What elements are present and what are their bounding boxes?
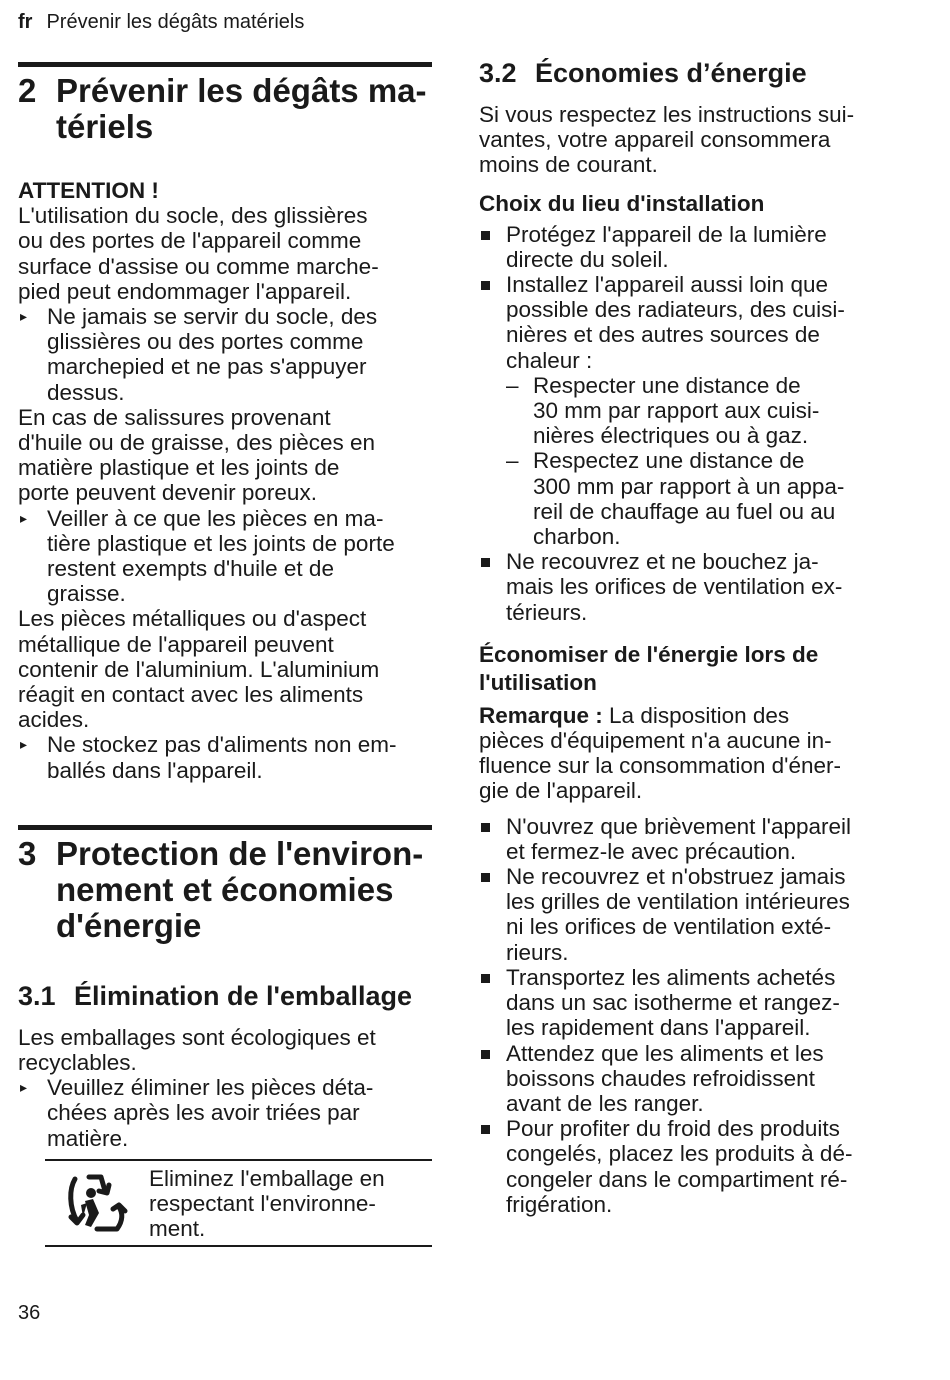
- arrow-bullet-icon: ▸: [20, 509, 28, 526]
- bullet-item: N'ouvrez que brièvement l'appareil et fermez-le avec précaution.: [479, 814, 899, 864]
- instruction-item: ▸ Ne jamais se servir du socle, des glissières ou des portes comme marchepied et ne pas s'appuyer dessus.: [20, 304, 378, 405]
- paragraph: Si vous respectez les instructions sui- vantes, votre appareil consommera moins de courant.: [479, 102, 855, 178]
- arrow-bullet-icon: ▸: [20, 736, 28, 753]
- section-3-number: 3: [18, 834, 37, 872]
- square-bullet-icon: [479, 864, 506, 965]
- instruction-item: ▸ Ne stockez pas d'aliments non em- ballés dans l'appareil.: [20, 732, 397, 783]
- recycling-triman-icon: [45, 1166, 149, 1242]
- dash-bullet-icon: –: [506, 372, 519, 398]
- square-bullet-icon: [479, 222, 506, 272]
- section-3-1-title: Élimination de l'emballage: [74, 980, 413, 1011]
- bullet-item: Installez l'appareil aussi loin que possible des radiateurs, des cuisi- nières et des autres sources de chaleur :: [479, 272, 899, 373]
- subheading-usage: Économiser de l'énergie lors de l'utilisation: [479, 641, 819, 695]
- bullet-item: Transportez les aliments achetés dans un sac isotherme et rangez- les rapidement dans l'appareil.: [479, 965, 899, 1041]
- section-3-heading: [18, 825, 432, 944]
- bullet-item: Protégez l'appareil de la lumière directe du soleil.: [479, 222, 899, 272]
- square-bullet-icon: [479, 549, 506, 625]
- square-bullet-icon: [479, 814, 506, 864]
- environment-note-box: [45, 1159, 432, 1247]
- remark-label: Remarque :: [479, 702, 603, 728]
- section-3-title-line: nement et économies: [56, 870, 394, 908]
- instruction-item: ▸ Veuillez éliminer les pièces déta- chées après les avoir triées par matière.: [20, 1075, 374, 1151]
- square-bullet-icon: [479, 1041, 506, 1117]
- section-3-1-number: 3.1: [18, 980, 56, 1011]
- paragraph: L'utilisation du socle, des glissières ou des portes de l'appareil comme surface d'assise ou comme marche- pied peut endommager l'appareil.: [18, 203, 379, 304]
- square-bullet-icon: [479, 272, 506, 373]
- paragraph: Les emballages sont écologiques et recyclables.: [18, 1024, 376, 1076]
- section-2-number: 2: [18, 72, 37, 109]
- attention-label: ATTENTION !: [18, 178, 159, 203]
- dash-bullet-icon: –: [506, 448, 519, 474]
- environment-note-text: Eliminez l'emballage en respectant l'environne- ment.: [149, 1165, 385, 1242]
- subheading-installation: Choix du lieu d'installation: [479, 190, 765, 216]
- section-2-title-line: tériels: [56, 108, 154, 145]
- bullet-item: Ne recouvrez et ne bouchez ja- mais les orifices de ventilation ex- térieurs.: [479, 549, 899, 625]
- section-3-2-number: 3.2: [479, 58, 517, 88]
- sub-bullet-item: – Respectez une distance de 300 mm par rapport à un appa- reil de chauffage au fuel ou au charbon.: [506, 448, 845, 550]
- arrow-bullet-icon: ▸: [20, 1079, 28, 1096]
- arrow-bullet-icon: ▸: [20, 308, 28, 325]
- section-3-2-heading: [479, 57, 899, 89]
- sub-bullet-item: – Respecter une distance de 30 mm par rapport aux cuisi- nières électriques ou à gaz.: [506, 372, 820, 449]
- paragraph: En cas de salissures provenant d'huile ou de graisse, des pièces en matière plastique et les joints de porte peuvent devenir poreux.: [18, 404, 376, 506]
- bullet-item: Ne recouvrez et n'obstruez jamais les grilles de ventilation intérieures ni les orifices de ventilation exté- rieurs.: [479, 864, 899, 965]
- section-2-heading: [18, 62, 432, 145]
- left-column: [18, 0, 432, 1247]
- remark-paragraph: Remarque : La disposition des pièces d'équipement n'a aucune in- fluence sur la consommation d'éner- gie de l'appareil.: [479, 702, 841, 804]
- instruction-item: ▸ Veiller à ce que les pièces en ma- tière plastique et les joints de porte restent exempts d'huile et de graisse.: [20, 505, 395, 607]
- section-3-title-line: d'énergie: [56, 906, 202, 944]
- square-bullet-icon: [479, 965, 506, 1041]
- square-bullet-icon: [479, 1116, 506, 1217]
- bullet-item: Attendez que les aliments et les boissons chaudes refroidissent avant de les ranger.: [479, 1041, 899, 1117]
- section-3-1-heading: [18, 980, 432, 1012]
- right-column: [479, 0, 899, 1217]
- language-code: fr: [18, 11, 33, 33]
- section-2-title-line: Prévenir les dégâts ma-: [56, 72, 427, 109]
- bullet-item: Pour profiter du froid des produits congelés, placez les produits à dé- congeler dans le compartiment ré- frigération.: [479, 1116, 899, 1217]
- section-3-2-title: Économies d’énergie: [535, 58, 807, 88]
- header-title: Prévenir les dégâts matériels: [46, 11, 305, 33]
- page-number: 36: [18, 1302, 41, 1324]
- section-3-title-line: Protection de l'environ-: [56, 834, 424, 872]
- paragraph: Les pièces métalliques ou d'aspect métallique de l'appareil peuvent contenir de l'aluminium. L'aluminium réagit en contact avec les aliments acides.: [18, 606, 380, 733]
